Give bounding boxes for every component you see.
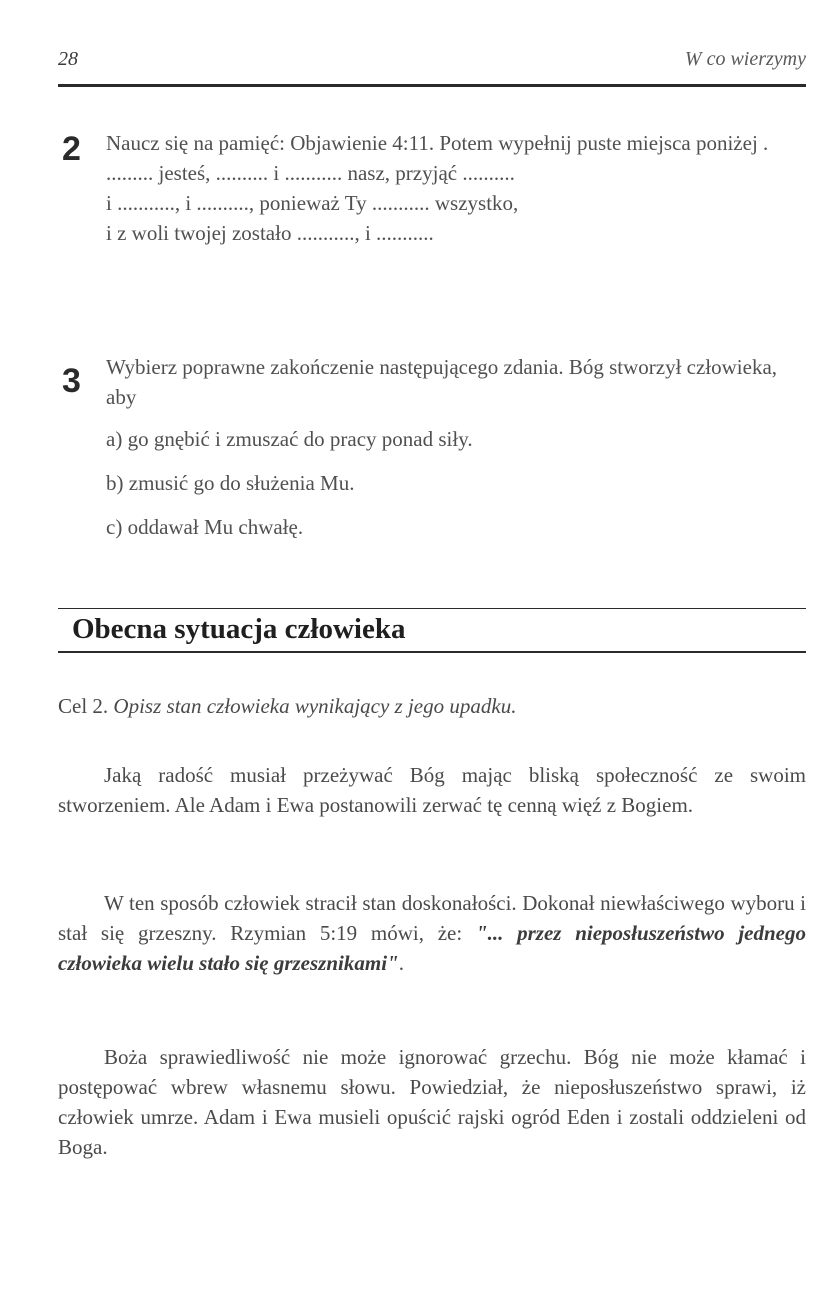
- fill-in-line: i z woli twojej zostało ..........., i ...........: [106, 221, 434, 245]
- page-header: [58, 44, 806, 87]
- page-number: 28: [58, 48, 78, 70]
- section-heading: [58, 608, 806, 653]
- exercise-number: 3: [62, 362, 81, 400]
- section-title: Obecna sytuacja człowieka: [72, 613, 406, 645]
- scripture-quote: "... przez nieposłuszeństwo jednego człowieka wielu stało się grzesznikami": [58, 921, 806, 975]
- running-title: W co wierzymy: [684, 48, 806, 70]
- paragraph-text: .: [398, 951, 404, 975]
- answer-option: c) oddawał Mu chwałę.: [106, 515, 304, 539]
- answer-option: a) go gnębić i zmuszać do pracy ponad siły.: [106, 427, 473, 451]
- answer-option: b) zmusić go do służenia Mu.: [106, 471, 355, 495]
- exercise-body: [106, 128, 806, 248]
- fill-in-line: i ..........., i .........., ponieważ Ty ........... wszystko,: [106, 191, 519, 215]
- body-paragraph: [58, 888, 806, 978]
- exercise-body: [106, 352, 806, 542]
- paragraph-text: W ten sposób człowiek stracił stan doskonałości. Dokonał niewłaściwego wyboru i stał się grzeszny. Rzymian 5:19 mówi, że:: [58, 891, 806, 945]
- exercise-number: 2: [62, 130, 81, 168]
- goal-text: Opisz stan człowieka wynikający z jego upadku.: [113, 694, 517, 718]
- body-paragraph: Jaką radość musiał przeżywać Bóg mając bliską społeczność ze swoim stworzeniem. Ale Adam i Ewa postanowili zerwać tę cenną więź z Bogiem.: [58, 763, 806, 817]
- exercise-question: Wybierz poprawne zakończenie następującego zdania. Bóg stworzył człowieka, aby: [106, 355, 778, 409]
- goal-line: [58, 694, 806, 719]
- fill-in-line: ......... jesteś, .......... i ........... nasz, przyjąć ..........: [106, 161, 515, 185]
- body-paragraph: Boża sprawiedliwość nie może ignorować grzechu. Bóg nie może kłamać i postępować wbrew własnemu słowu. Powiedział, że nieposłuszeństwo sprawi, iż człowiek umrze. Adam i Ewa musieli opuścić rajski ogród Eden i zostali oddzieleni od Boga.: [58, 1045, 806, 1159]
- goal-label: Cel 2.: [58, 694, 109, 718]
- exercise-instruction: Naucz się na pamięć: Objawienie 4:11. Potem wypełnij puste miejsca poniżej .: [106, 131, 769, 155]
- exercise-2: [58, 128, 806, 248]
- exercise-3: [58, 352, 806, 542]
